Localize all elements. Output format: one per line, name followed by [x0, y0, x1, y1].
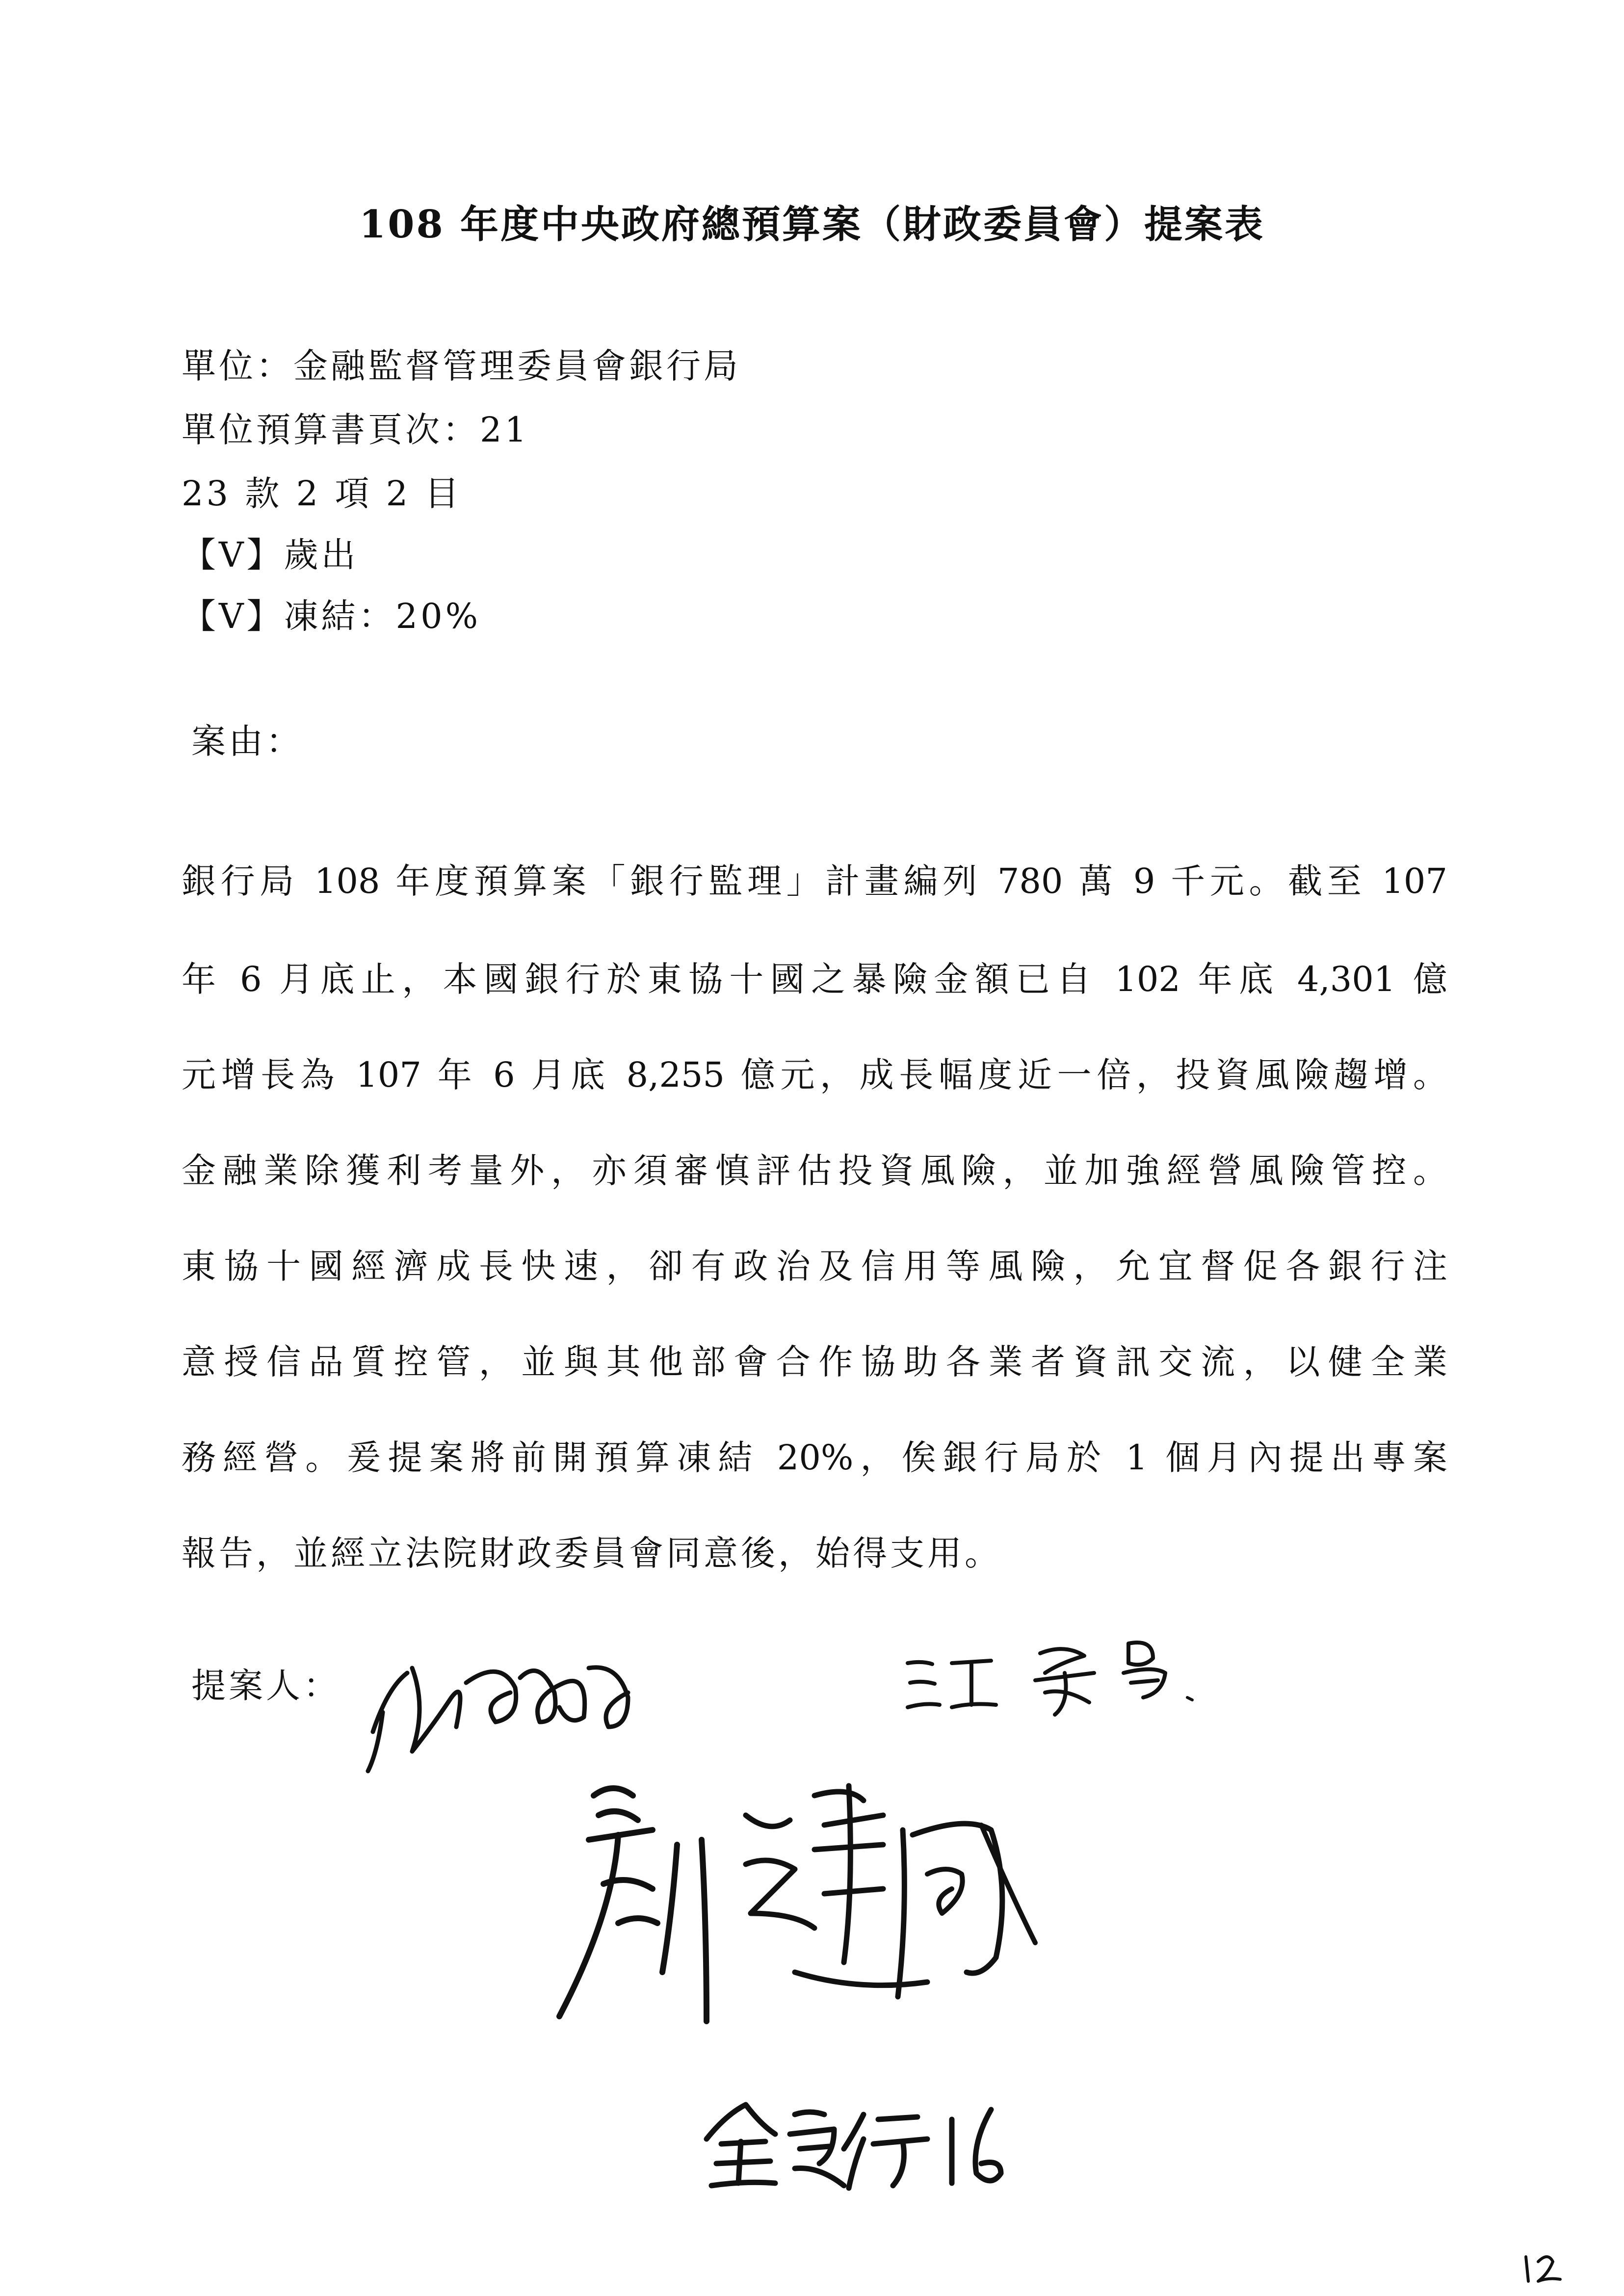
body-line: 報告，並經立法院財政委員會同意後，始得支用。 [182, 1533, 1002, 1573]
expenditure-checkbox-line: 【V】歲出 [182, 535, 359, 575]
budget-page-line: 單位預算書頁次：21 [182, 410, 530, 450]
body-line: 意授信品質控管，並與其他部會合作協助各業者資訊交流，以健全業 [182, 1342, 1447, 1382]
proposer-signature-2 [898, 1634, 1212, 1722]
document-title: 108 年度中央政府總預算案（財政委員會）提案表 [359, 202, 1265, 247]
file-mark-handwritten [697, 2095, 1016, 2193]
freeze-checkbox-line: 【V】凍結：20% [182, 596, 481, 636]
body-line: 金融業除獲利考量外，亦須審慎評估投資風險，並加強經營風險管控。 [182, 1150, 1447, 1191]
proposer-signature-1 [353, 1629, 648, 1776]
body-line: 銀行局 108 年度預算案「銀行監理」計畫編列 780 萬 9 千元。截至 107 [182, 861, 1447, 901]
unit-line: 單位：金融監督管理委員會銀行局 [182, 346, 741, 386]
reason-label: 案由： [191, 721, 303, 761]
item-line: 23 款 2 項 2 目 [182, 473, 462, 514]
body-line: 東協十國經濟成長快速，卻有政治及信用等風險，允宜督促各銀行注 [182, 1246, 1447, 1286]
proposer-label: 提案人： [191, 1666, 341, 1706]
body-line: 元增長為 107 年 6 月底 8,255 億元，成長幅度近一倍，投資風險趨增。 [182, 1055, 1447, 1095]
page-number-handwritten [1519, 2247, 1563, 2286]
body-line: 年 6 月底止，本國銀行於東協十國之暴險金額已自 102 年底 4,301 億 [182, 959, 1447, 999]
proposer-signature-3 [540, 1766, 1055, 2031]
body-line: 務經營。爰提案將前開預算凍結 20%，俟銀行局於 1 個月內提出專案 [182, 1437, 1447, 1478]
